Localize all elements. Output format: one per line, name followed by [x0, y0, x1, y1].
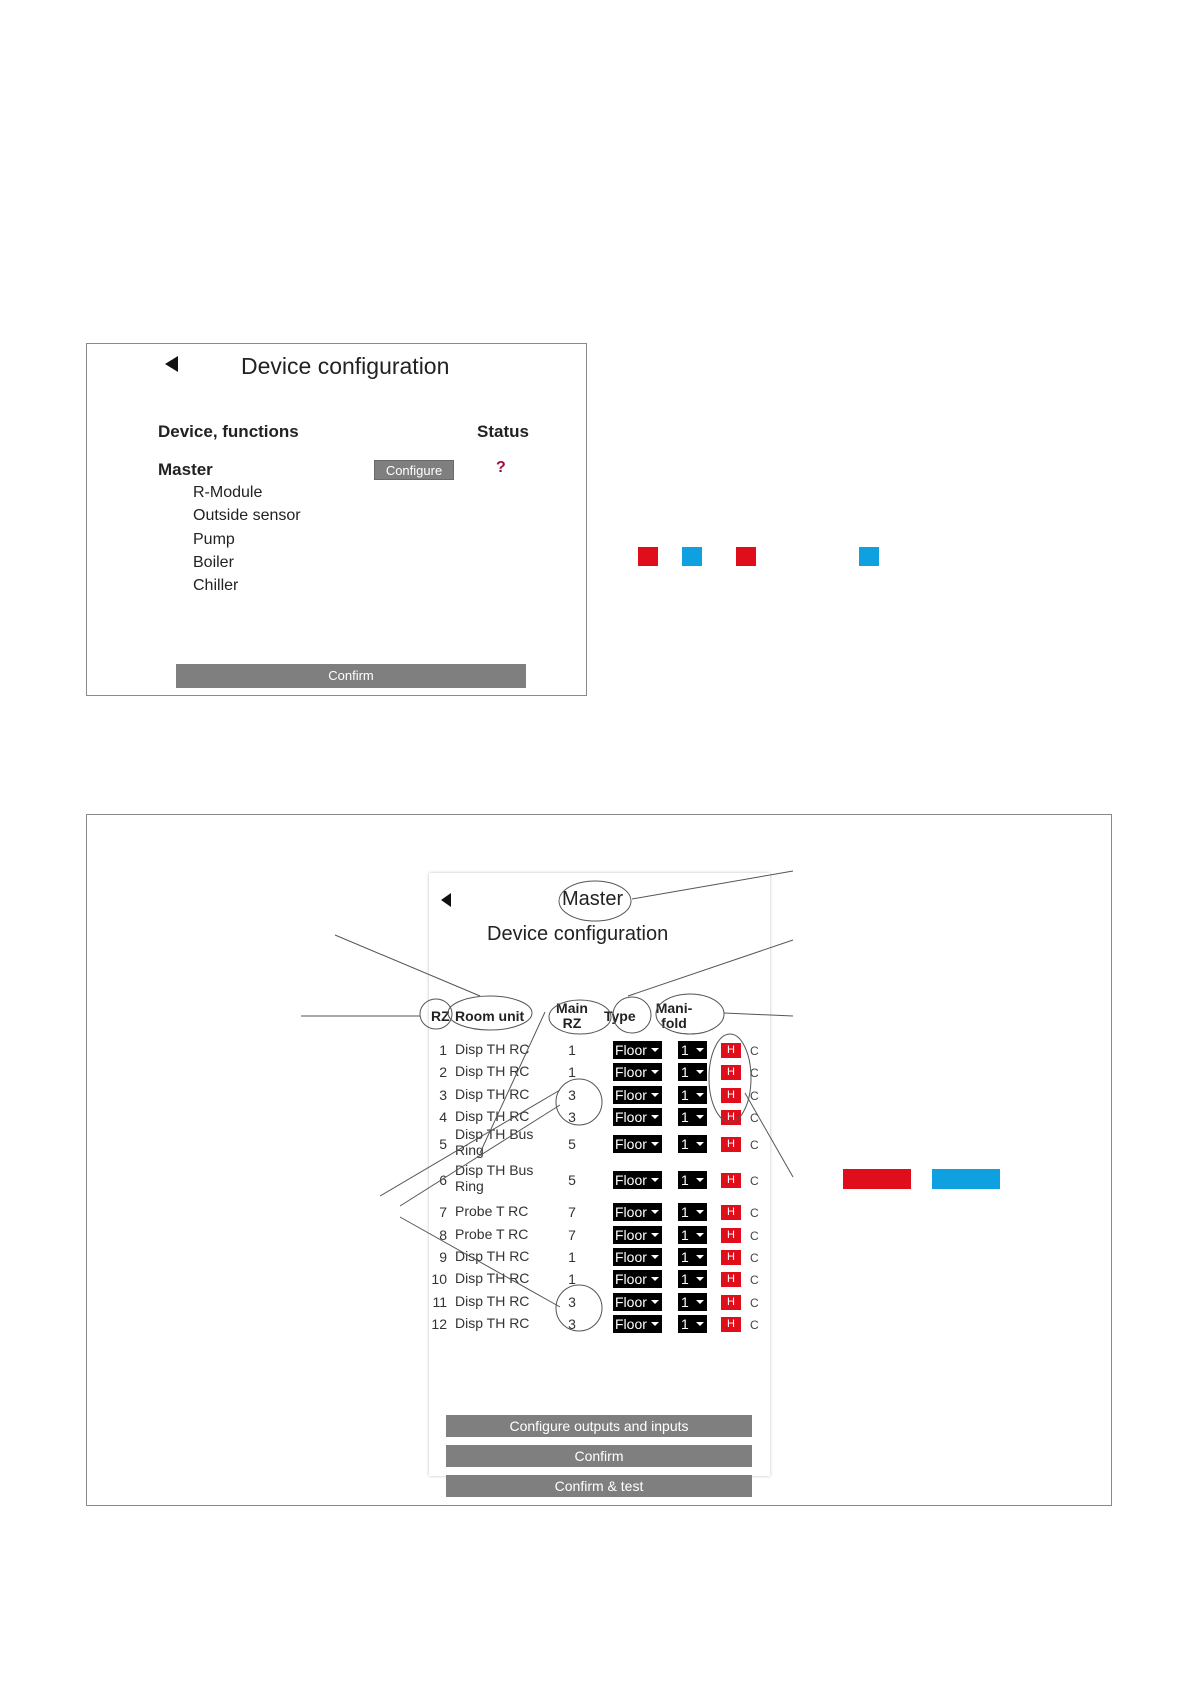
heat-toggle-button[interactable]: H [721, 1088, 741, 1103]
type-dropdown-value: Floor [615, 1109, 647, 1125]
manifold-dropdown[interactable] [678, 1041, 707, 1059]
row-room-unit-line2: Ring [455, 1178, 484, 1194]
heat-toggle-button[interactable]: H [721, 1205, 741, 1220]
chevron-down-icon [651, 1142, 659, 1146]
row-main-rz: 7 [568, 1204, 576, 1220]
heat-toggle-button[interactable]: H [721, 1272, 741, 1287]
sub-item-outside-sensor: Outside sensor [193, 507, 301, 524]
row-rz-number: 1 [439, 1042, 447, 1058]
type-dropdown[interactable] [613, 1086, 662, 1104]
row-main-rz: 3 [568, 1294, 576, 1310]
chevron-down-icon [651, 1322, 659, 1326]
row-main-rz: 7 [568, 1227, 576, 1243]
heat-toggle-button[interactable]: H [721, 1173, 741, 1188]
sub-item-chiller: Chiller [193, 577, 239, 594]
row-main-rz: 3 [568, 1087, 576, 1103]
cool-toggle-button[interactable]: C [750, 1089, 759, 1103]
type-dropdown-value: Floor [615, 1087, 647, 1103]
manifold-dropdown[interactable] [678, 1226, 707, 1244]
sub-item-r-module: R-Module [193, 484, 263, 501]
row-rz-number: 10 [431, 1271, 447, 1287]
chevron-down-icon [696, 1277, 704, 1281]
column-header-manifold-line2: fold [661, 1015, 687, 1031]
type-dropdown-value: Floor [615, 1294, 647, 1310]
chevron-down-icon [696, 1300, 704, 1304]
manifold-dropdown-value: 1 [681, 1294, 689, 1310]
chevron-down-icon [696, 1115, 704, 1119]
row-rz-number: 5 [439, 1136, 447, 1152]
chevron-down-icon [651, 1277, 659, 1281]
row-room-unit: Disp TH Bus [455, 1162, 534, 1178]
row-room-unit: Disp TH RC [455, 1108, 530, 1124]
type-dropdown[interactable] [613, 1226, 662, 1244]
row-room-unit: Disp TH RC [455, 1248, 530, 1264]
cool-toggle-button[interactable]: C [750, 1206, 759, 1220]
row-rz-number: 12 [431, 1316, 447, 1332]
manifold-dropdown-value: 1 [681, 1109, 689, 1125]
chevron-down-icon [696, 1233, 704, 1237]
row-rz-number: 11 [432, 1294, 447, 1310]
row-rz-number: 8 [439, 1227, 447, 1243]
cool-toggle-button[interactable]: C [750, 1066, 759, 1080]
type-dropdown-value: Floor [615, 1172, 647, 1188]
type-dropdown[interactable] [613, 1270, 662, 1288]
manifold-dropdown-value: 1 [681, 1316, 689, 1332]
confirm-and-test-button[interactable]: Confirm & test [446, 1475, 752, 1497]
type-dropdown[interactable] [613, 1293, 662, 1311]
chevron-down-icon [696, 1093, 704, 1097]
manifold-dropdown[interactable] [678, 1203, 707, 1221]
cool-toggle-button[interactable]: C [750, 1044, 759, 1058]
type-dropdown-value: Floor [615, 1136, 647, 1152]
type-dropdown-value: Floor [615, 1227, 647, 1243]
heat-toggle-button[interactable]: H [721, 1228, 741, 1243]
manifold-dropdown-value: 1 [681, 1042, 689, 1058]
configure-outputs-inputs-button[interactable]: Configure outputs and inputs [446, 1415, 752, 1437]
manifold-dropdown[interactable] [678, 1135, 707, 1153]
cool-toggle-button[interactable]: C [750, 1251, 759, 1265]
row-main-rz: 5 [568, 1136, 576, 1152]
chevron-down-icon [651, 1255, 659, 1259]
page-title: Device configuration [241, 353, 450, 379]
page-title: Device configuration [487, 923, 669, 945]
manifold-dropdown-value: 1 [681, 1172, 689, 1188]
row-main-rz: 1 [568, 1042, 576, 1058]
manifold-dropdown-value: 1 [681, 1249, 689, 1265]
chevron-down-icon [696, 1178, 704, 1182]
manifold-dropdown[interactable] [678, 1293, 707, 1311]
chevron-down-icon [696, 1142, 704, 1146]
cool-toggle-button[interactable]: C [750, 1229, 759, 1243]
manifold-dropdown[interactable] [678, 1248, 707, 1266]
column-header-manifold-line1: Mani- [655, 1000, 693, 1016]
row-main-rz: 3 [568, 1109, 576, 1125]
cool-toggle-button[interactable]: C [750, 1318, 759, 1332]
manifold-dropdown[interactable] [678, 1171, 707, 1189]
chevron-down-icon [696, 1255, 704, 1259]
manifold-dropdown-value: 1 [681, 1064, 689, 1080]
manifold-dropdown[interactable] [678, 1063, 707, 1081]
device-screen [429, 873, 770, 1494]
manifold-dropdown[interactable] [678, 1270, 707, 1288]
chevron-down-icon [651, 1178, 659, 1182]
manifold-dropdown[interactable] [678, 1086, 707, 1104]
manifold-dropdown-value: 1 [681, 1227, 689, 1243]
row-room-unit: Probe T RC [455, 1226, 529, 1242]
confirm-button[interactable]: Confirm [446, 1445, 752, 1467]
sub-item-boiler: Boiler [193, 554, 234, 571]
status-indicator: ? [496, 459, 506, 476]
heat-toggle-button[interactable]: H [721, 1317, 741, 1332]
manifold-dropdown-value: 1 [681, 1136, 689, 1152]
cool-toggle-button[interactable]: C [750, 1138, 759, 1152]
row-room-unit: Disp TH RC [455, 1293, 530, 1309]
type-dropdown[interactable] [613, 1315, 662, 1333]
heat-toggle-button[interactable]: H [721, 1250, 741, 1265]
configure-button[interactable]: Configure [374, 460, 454, 480]
heat-toggle-button[interactable]: H [721, 1065, 741, 1080]
type-dropdown[interactable] [613, 1248, 662, 1266]
row-main-rz: 5 [568, 1172, 576, 1188]
column-header-rz: RZ [431, 1008, 450, 1024]
device-configuration-panel [86, 343, 587, 696]
row-main-rz: 1 [568, 1271, 576, 1287]
type-dropdown[interactable] [613, 1203, 662, 1221]
manifold-dropdown-value: 1 [681, 1204, 689, 1220]
chevron-down-icon [651, 1210, 659, 1214]
chevron-down-icon [651, 1115, 659, 1119]
chevron-down-icon [651, 1233, 659, 1237]
master-configuration-panel [86, 814, 1112, 1506]
type-dropdown-value: Floor [615, 1271, 647, 1287]
chevron-down-icon [696, 1210, 704, 1214]
type-dropdown-value: Floor [615, 1249, 647, 1265]
manifold-dropdown-value: 1 [681, 1087, 689, 1103]
heat-toggle-button[interactable]: H [721, 1043, 741, 1058]
manifold-dropdown[interactable] [678, 1108, 707, 1126]
chevron-down-icon [651, 1093, 659, 1097]
row-main-rz: 3 [568, 1316, 576, 1332]
row-room-unit-line2: Ring [455, 1142, 484, 1158]
heat-legend-square [638, 547, 658, 566]
master-label: Master [158, 460, 213, 479]
row-rz-number: 7 [439, 1204, 447, 1220]
row-room-unit: Disp TH RC [455, 1086, 530, 1102]
chevron-down-icon [696, 1322, 704, 1326]
type-dropdown[interactable] [613, 1108, 662, 1126]
row-room-unit: Probe T RC [455, 1203, 529, 1219]
type-dropdown-value: Floor [615, 1316, 647, 1332]
back-arrow-icon[interactable] [441, 893, 451, 907]
manifold-dropdown[interactable] [678, 1315, 707, 1333]
row-rz-number: 6 [439, 1172, 447, 1188]
cool-toggle-button[interactable]: C [750, 1273, 759, 1287]
column-header-device: Device, functions [158, 422, 299, 441]
sub-item-pump: Pump [193, 531, 235, 548]
type-dropdown-value: Floor [615, 1204, 647, 1220]
back-arrow-icon[interactable] [165, 356, 178, 372]
heat-legend-bar [843, 1169, 911, 1189]
type-dropdown-value: Floor [615, 1064, 647, 1080]
column-header-status: Status [477, 422, 529, 441]
row-rz-number: 3 [439, 1087, 447, 1103]
column-header-room-unit: Room unit [455, 1008, 525, 1024]
heat-toggle-button[interactable]: H [721, 1295, 741, 1310]
chevron-down-icon [696, 1048, 704, 1052]
row-room-unit: Disp TH RC [455, 1315, 530, 1331]
column-header-type: Type [604, 1008, 636, 1024]
master-title: Master [562, 888, 624, 910]
heat-toggle-button[interactable]: H [721, 1110, 741, 1125]
type-dropdown[interactable] [613, 1063, 662, 1081]
cool-legend-bar [932, 1169, 1000, 1189]
row-room-unit: Disp TH Bus [455, 1126, 534, 1142]
row-room-unit: Disp TH RC [455, 1041, 530, 1057]
row-rz-number: 9 [439, 1249, 447, 1265]
row-rz-number: 2 [439, 1064, 447, 1080]
row-room-unit: Disp TH RC [455, 1270, 530, 1286]
heat-toggle-button[interactable]: H [721, 1137, 741, 1152]
row-room-unit: Disp TH RC [455, 1063, 530, 1079]
row-rz-number: 4 [439, 1109, 447, 1125]
type-dropdown[interactable] [613, 1171, 662, 1189]
column-header-main-rz-line1: Main [556, 1000, 588, 1016]
type-dropdown-value: Floor [615, 1042, 647, 1058]
cool-toggle-button[interactable]: C [750, 1111, 759, 1125]
row-main-rz: 1 [568, 1064, 576, 1080]
type-dropdown[interactable] [613, 1041, 662, 1059]
cool-toggle-button[interactable]: C [750, 1174, 759, 1188]
cool-legend-square [682, 547, 702, 566]
cool-toggle-button[interactable]: C [750, 1296, 759, 1310]
heat-legend-square [736, 547, 756, 566]
manifold-dropdown-value: 1 [681, 1271, 689, 1287]
chevron-down-icon [696, 1070, 704, 1074]
chevron-down-icon [651, 1070, 659, 1074]
column-header-main-rz-line2: RZ [562, 1015, 582, 1031]
chevron-down-icon [651, 1300, 659, 1304]
confirm-button[interactable]: Confirm [176, 664, 526, 688]
row-main-rz: 1 [568, 1249, 576, 1265]
cool-legend-square [859, 547, 879, 566]
chevron-down-icon [651, 1048, 659, 1052]
type-dropdown[interactable] [613, 1135, 662, 1153]
